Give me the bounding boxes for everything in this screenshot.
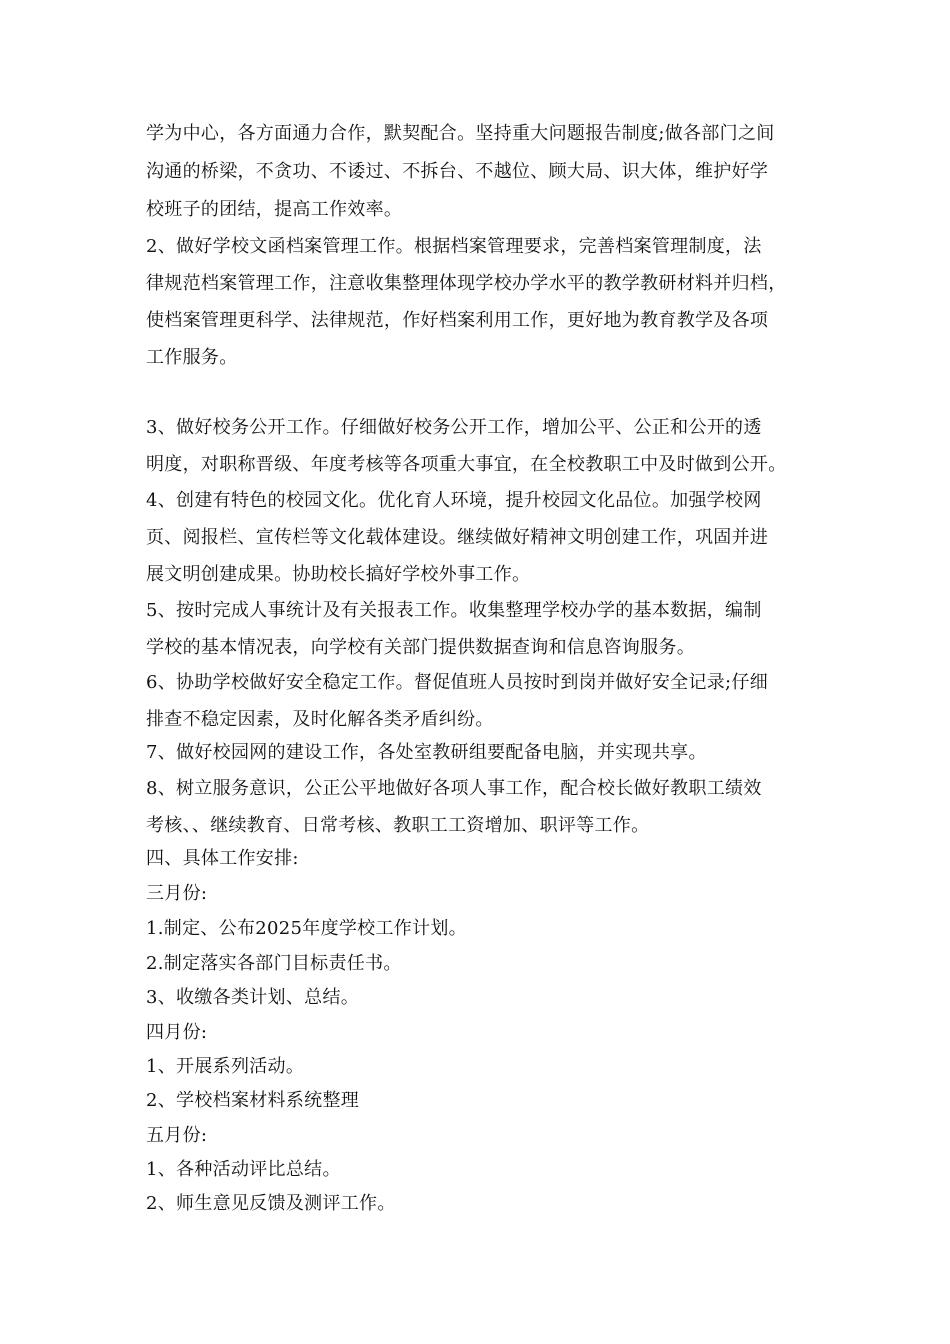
list-item: 1.制定、公布2025年度学校工作计划。 (146, 918, 467, 939)
text-line: 3、做好校务公开工作。仔细做好校务公开工作，增加公平、公正和公开的透 (146, 417, 762, 438)
text-line: 6、协助学校做好安全稳定工作。督促值班人员按时到岗并做好安全记录;仔细 (146, 672, 769, 693)
month-heading: 四月份: (146, 1022, 208, 1043)
text-line: 2、做好学校文函档案管理工作。根据档案管理要求，完善档案管理制度，法 (146, 236, 762, 257)
text-line: 学校的基本情况表，向学校有关部门提供数据查询和信息咨询服务。 (146, 637, 695, 658)
text-line: 律规范档案管理工作，注意收集整理体现学校办学水平的教学教研材料并归档， (146, 273, 787, 294)
text-line: 使档案管理更科学、法律规范，作好档案利用工作，更好地为教育教学及各项 (146, 310, 769, 331)
text-line: 4、创建有特色的校园文化。优化育人环境，提升校园文化品位。加强学校网 (146, 490, 762, 511)
text-line: 明度，对职称晋级、年度考核等各项重大事宜，在全校教职工中及时做到公开。 (146, 454, 787, 475)
text-line: 学为中心，各方面通力合作，默契配合。坚持重大问题报告制度;做各部门之间 (146, 123, 775, 144)
list-item: 1、开展系列活动。 (146, 1056, 305, 1077)
list-item: 2.制定落实各部门目标责任书。 (146, 953, 402, 974)
text-line: 页、阅报栏、宣传栏等文化载体建设。继续做好精神文明创建工作，巩固并进 (146, 527, 769, 548)
month-heading: 三月份: (146, 883, 208, 904)
text-line: 校班子的团结，提高工作效率。 (146, 199, 403, 220)
text-line: 工作服务。 (146, 347, 238, 368)
list-item: 1、各种活动评比总结。 (146, 1159, 341, 1180)
section-heading: 四、具体工作安排: (146, 848, 299, 869)
text-line: 沟通的桥梁，不贪功、不诿过、不拆台、不越位、顾大局、识大体，维护好学 (146, 161, 769, 182)
text-line: 7、做好校园网的建设工作，各处室教研组要配备电脑，并实现共享。 (146, 742, 707, 763)
text-line: 8、树立服务意识，公正公平地做好各项人事工作，配合校长做好教职工绩效 (146, 778, 762, 799)
month-heading: 五月份: (146, 1125, 208, 1146)
text-line: 排查不稳定因素，及时化解各类矛盾纠纷。 (146, 709, 494, 730)
text-line: 展文明创建成果。协助校长搞好学校外事工作。 (146, 564, 531, 585)
text-line: 考核、、继续教育、日常考核、教职工工资增加、职评等工作。 (146, 815, 650, 836)
text-line: 5、按时完成人事统计及有关报表工作。收集整理学校办学的基本数据，编制 (146, 600, 762, 621)
list-item: 3、收缴各类计划、总结。 (146, 987, 360, 1008)
list-item: 2、师生意见反馈及测评工作。 (146, 1193, 396, 1214)
list-item: 2、学校档案材料系统整理 (146, 1090, 360, 1111)
